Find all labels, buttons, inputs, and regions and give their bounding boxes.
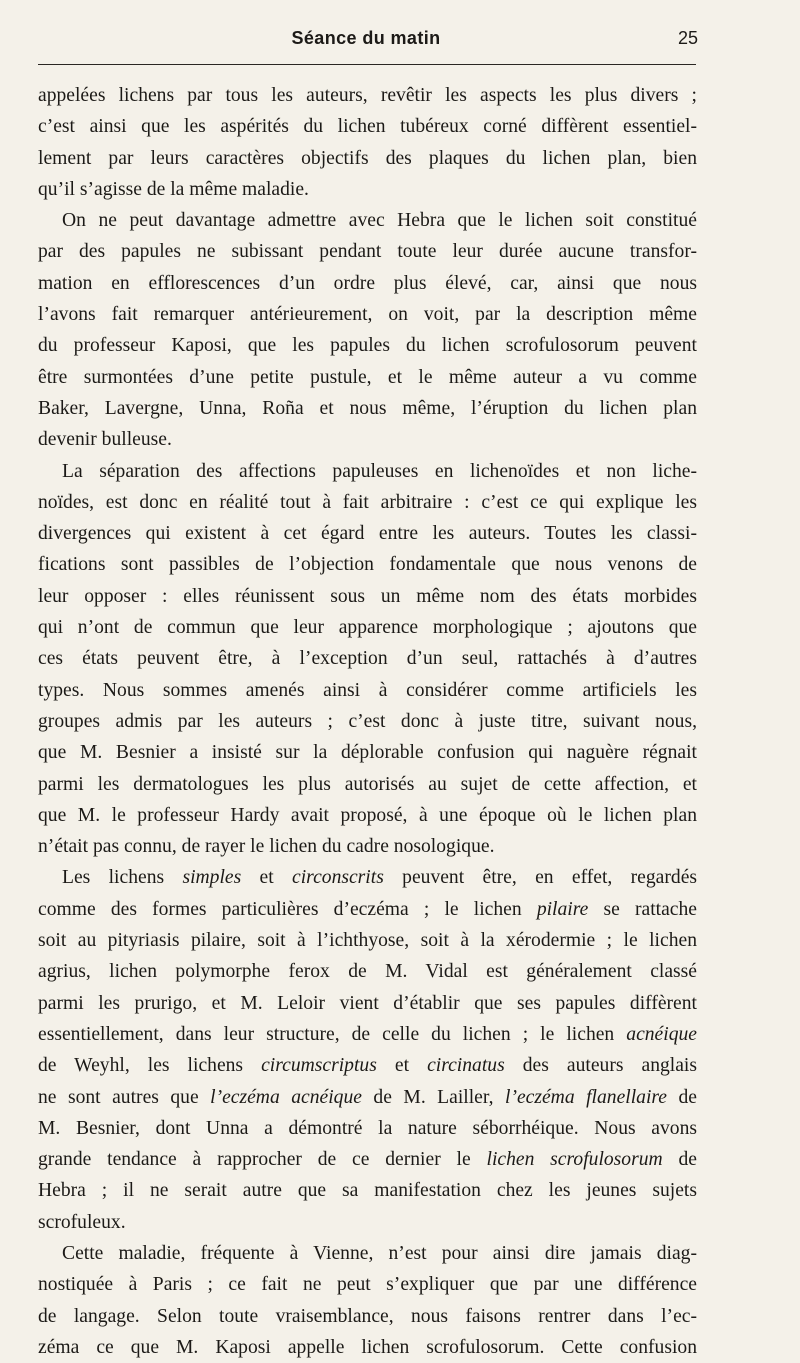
text-line: [38, 1050, 697, 1081]
text-segment: de Weyhl, les lichens: [38, 1055, 262, 1077]
italic-term: simples: [182, 867, 242, 889]
text-segment: groupes admis par les auteurs ; c’est donc à juste titre, suivant nous,: [38, 710, 697, 732]
text-segment: On ne peut davantage admettre avec Hebra que le lichen soit constitué: [62, 210, 697, 232]
text-segment: soit au pityriasis pilaire, soit à l’ichthyose, soit à la xérodermie ; le lichen: [38, 930, 697, 952]
italic-term: circumscriptus: [261, 1055, 377, 1077]
text-segment: Hebra ; il ne serait autre que sa manifestation chez les jeunes sujets: [38, 1180, 697, 1202]
text-line: [38, 549, 697, 580]
running-head-title: Séance du matin: [291, 28, 441, 48]
text-line: [38, 1113, 697, 1144]
text-segment: peuvent être, en effet, regardés: [383, 867, 698, 889]
page-number: 25: [677, 28, 698, 48]
text-line: [38, 1269, 697, 1300]
italic-term: lichen scrofulosorum: [486, 1149, 663, 1171]
text-line: [38, 737, 697, 768]
text-segment: l’avons fait remarquer antérieurement, on voit, par la description même: [38, 304, 697, 326]
text-segment: Les lichens: [62, 867, 183, 889]
text-segment: des auteurs anglais: [504, 1055, 697, 1077]
text-segment: mation en efflorescences d’un ordre plus élevé, car, ainsi que nous: [38, 272, 697, 294]
text-line: [38, 299, 697, 330]
text-segment: noïdes, est donc en réalité tout à fait arbitraire : c’est ce qui explique les: [38, 491, 697, 513]
text-line: [38, 1082, 697, 1113]
text-line: [38, 1144, 697, 1175]
text-segment: n’était pas connu, de rayer le lichen du cadre nosologique.: [38, 836, 495, 858]
text-line: [38, 236, 697, 267]
text-segment: être surmontées d’une petite pustule, et le même auteur a vu comme: [38, 366, 697, 388]
text-segment: divergences qui existent à cet égard entre les auteurs. Toutes les classi-: [38, 523, 697, 545]
text-line: [38, 143, 697, 174]
text-segment: nostiquée à Paris ; ce fait ne peut s’expliquer que par une différence: [38, 1274, 697, 1296]
text-segment: grande tendance à rapprocher de ce dernier le: [38, 1149, 487, 1171]
text-segment: lement par leurs caractères objectifs des plaques du lichen plan, bien: [38, 147, 697, 169]
text-line: [38, 1019, 697, 1050]
text-segment: Baker, Lavergne, Unna, Roña et nous même, l’éruption du lichen plan: [38, 397, 697, 419]
text-line: [38, 362, 697, 393]
text-segment: essentiellement, dans leur structure, de celle du lichen ; le lichen: [38, 1023, 627, 1045]
text-line: [38, 1301, 697, 1332]
text-segment: de: [667, 1086, 697, 1108]
text-segment: M. Besnier, dont Unna a démontré la nature séborrhéique. Nous avons: [38, 1117, 697, 1139]
italic-term: pilaire: [536, 898, 589, 920]
text-line: [38, 174, 697, 205]
text-line: [38, 581, 697, 612]
text-segment: parmi les prurigo, et M. Leloir vient d’établir que ses papules diffèrent: [38, 992, 697, 1014]
text-segment: Cette maladie, fréquente à Vienne, n’est pour ainsi dire jamais diag-: [62, 1242, 697, 1264]
text-line: [38, 1238, 697, 1269]
text-segment: agrius, lichen polymorphe ferox de M. Vidal est généralement classé: [38, 961, 697, 983]
running-head: [38, 28, 698, 52]
text-line: [38, 1175, 697, 1206]
text-segment: ces états peuvent être, à l’exception d’un seul, rattachés à d’autres: [38, 648, 697, 670]
text-segment: et: [241, 867, 293, 889]
text-segment: La séparation des affections papuleuses en lichenoïdes et non liche-: [62, 460, 697, 482]
text-line: [38, 1332, 697, 1363]
text-line: [38, 330, 697, 361]
text-line: [38, 424, 697, 455]
text-segment: leur opposer : elles réunissent sous un même nom des états morbides: [38, 585, 697, 607]
text-segment: se rattache: [588, 898, 697, 920]
text-line: [38, 612, 697, 643]
text-line: [38, 80, 697, 111]
text-segment: devenir bulleuse.: [38, 429, 172, 451]
text-segment: qui n’ont de commun que leur apparence morphologique ; ajoutons que: [38, 617, 697, 639]
text-segment: zéma ce que M. Kaposi appelle lichen scrofulosorum. Cette confusion: [38, 1336, 697, 1358]
text-segment: par des papules ne subissant pendant toute leur durée aucune transfor-: [38, 241, 697, 263]
text-line: [38, 205, 697, 236]
text-line: [38, 1207, 697, 1238]
italic-term: l’eczéma acnéique: [210, 1086, 362, 1108]
text-line: [38, 456, 697, 487]
header-rule: [38, 64, 696, 65]
italic-term: acnéique: [626, 1023, 697, 1045]
text-line: [38, 393, 697, 424]
text-segment: que M. le professeur Hardy avait proposé, à une époque où le lichen plan: [38, 804, 697, 826]
italic-term: circonscrits: [292, 867, 384, 889]
text-line: [38, 831, 697, 862]
text-line: [38, 111, 697, 142]
text-segment: de: [662, 1149, 697, 1171]
text-line: [38, 268, 697, 299]
text-segment: scrofuleux.: [38, 1211, 126, 1233]
text-segment: c’est ainsi que les aspérités du lichen tubéreux corné diffèrent essentiel-: [38, 116, 697, 138]
text-line: [38, 894, 697, 925]
text-line: [38, 956, 697, 987]
text-segment: parmi les dermatologues les plus autorisés au sujet de cette affection, et: [38, 773, 697, 795]
text-segment: que M. Besnier a insisté sur la déplorable confusion qui naguère régnait: [38, 742, 697, 764]
text-segment: de langage. Selon toute vraisemblance, nous faisons rentrer dans l’ec-: [38, 1305, 697, 1327]
text-line: [38, 706, 697, 737]
text-segment: comme des formes particulières d’eczéma ; le lichen: [38, 898, 537, 920]
text-segment: types. Nous sommes amenés ainsi à considérer comme artificiels les: [38, 679, 697, 701]
text-line: [38, 518, 697, 549]
italic-term: circinatus: [427, 1055, 505, 1077]
text-segment: de M. Lailler,: [361, 1086, 505, 1108]
italic-term: l’eczéma flanellaire: [505, 1086, 668, 1108]
text-line: [38, 487, 697, 518]
text-line: [38, 800, 697, 831]
body-text: [38, 80, 697, 1363]
text-segment: et: [376, 1055, 428, 1077]
text-segment: ne sont autres que: [38, 1086, 211, 1108]
text-line: [38, 925, 697, 956]
text-segment: du professeur Kaposi, que les papules du lichen scrofulosorum peuvent: [38, 335, 697, 357]
text-line: [38, 769, 697, 800]
text-segment: appelées lichens par tous les auteurs, revêtir les aspects les plus divers ;: [38, 85, 697, 106]
text-segment: qu’il s’agisse de la même maladie.: [38, 178, 309, 200]
text-line: [38, 643, 697, 674]
text-line: [38, 988, 697, 1019]
text-line: [38, 862, 697, 893]
text-line: [38, 675, 697, 706]
text-segment: fications sont passibles de l’objection fondamentale que nous venons de: [38, 554, 697, 576]
